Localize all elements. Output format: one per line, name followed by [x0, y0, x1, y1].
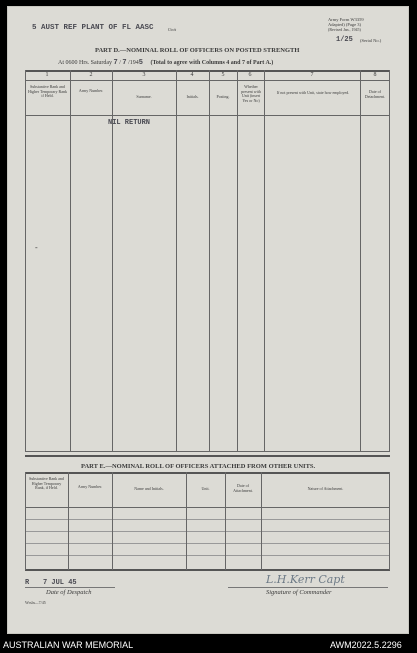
date-year-typed: 5 [138, 59, 143, 67]
col-header-present: Whether present with Unit (insert Yes or No) [241, 84, 261, 103]
part-e-vline [112, 472, 113, 570]
nil-return-entry: NIL RETURN [108, 119, 151, 127]
part-e-col-nature: Nature of Attachment. [307, 486, 344, 491]
archive-credit-right: AWM2022.5.2296 [330, 640, 402, 650]
part-d-top-rule [25, 70, 390, 72]
printer-code: Wrsln—7/45 [25, 600, 46, 605]
part-e-vline [25, 472, 26, 570]
date-suffix: (Total to agree with Columns 4 and 7 of Part A.) [150, 60, 274, 66]
despatch-date: 7 JUL 45 [43, 579, 77, 587]
part-e-top-rule [25, 455, 390, 457]
date-year: /194 [128, 60, 139, 66]
margin-mark: - [35, 243, 38, 252]
part-d-vline [70, 70, 71, 451]
part-e-col-unit: Unit. [201, 486, 210, 491]
archive-credit-bar [0, 636, 417, 653]
part-e-vline [68, 472, 69, 570]
col-header-surname: Surname. [136, 94, 152, 99]
part-e-row-rule [25, 555, 390, 556]
col-number: 5 [221, 72, 225, 78]
part-e-col-rank: Substantive Rank and Higher Temporary Rank, if Held. [29, 476, 64, 490]
part-e-vline [261, 472, 262, 570]
form-ref-3: (Revised Jan., 1945) [328, 27, 361, 32]
part-e-row-rule [25, 531, 390, 532]
part-e-col-name: Name and Initials. [134, 486, 164, 491]
col-number: 4 [190, 72, 194, 78]
form-ref-2: Adapted) (Page 3) [328, 22, 361, 27]
form-ref-1: Army Form W3359 [328, 17, 364, 22]
col-number: 3 [142, 72, 146, 78]
part-e-bottom-rule [25, 569, 390, 571]
part-d-vline [237, 70, 238, 451]
part-d-bottom-rule [25, 451, 390, 452]
part-e-vline [225, 472, 226, 570]
part-d-date-line: At 0600 Hrs. Saturday 7 / 7 /1945 (Total to agree with Columns 4 and 7 of Part A.) [58, 59, 274, 67]
col-number: 7 [310, 72, 314, 78]
col-header-employment: If not present with Unit, state how employed. [276, 90, 350, 95]
unit-label: Unit [168, 27, 177, 32]
part-e-row-rule [25, 543, 390, 544]
part-d-vline [360, 70, 361, 451]
part-e-col-attachment-date: Date of Attachment. [233, 483, 253, 493]
part-e-title: PART E.—NOMINAL ROLL OF OFFICERS ATTACHED FROM OTHER UNITS. [81, 463, 316, 470]
part-d-vline [25, 70, 26, 451]
serial-label: (Serial No.) [360, 38, 382, 43]
col-header-initials: Initials. [186, 94, 199, 99]
despatch-prefix: R [25, 579, 30, 587]
col-number: 8 [373, 72, 377, 78]
despatch-rule [25, 587, 115, 588]
col-header-rank: Substantive Rank and Higher Temporary Rank if Held. [28, 84, 67, 98]
part-d-vline [264, 70, 265, 451]
part-e-vline [186, 472, 187, 570]
part-e-header-top-rule [25, 472, 390, 474]
unit-name: 5 AUST REF PLANT OF FL AASC [32, 24, 154, 32]
part-d-vline [209, 70, 210, 451]
part-e-header-rule [25, 507, 390, 508]
date-month: 7 [122, 59, 127, 67]
col-header-posting: Posting. [216, 94, 230, 99]
part-d-title: PART D.—NOMINAL ROLL OF OFFICERS ON POSTED STRENGTH [95, 47, 300, 54]
document-sheet [7, 6, 409, 634]
date-day: 7 [113, 59, 118, 67]
part-d-vline [112, 70, 113, 451]
col-header-detachment: Date of Detachment. [364, 89, 386, 99]
col-number: 2 [89, 72, 93, 78]
despatch-label: Date of Despatch [46, 589, 92, 596]
col-number: 1 [45, 72, 49, 78]
archive-credit-left: AUSTRALIAN WAR MEMORIAL [3, 640, 134, 650]
part-e-vline [389, 472, 390, 570]
date-prefix: At 0600 Hrs. Saturday [58, 60, 112, 66]
part-d-header-rule [25, 115, 390, 116]
commander-signature: L.H.Kerr Capt [266, 573, 345, 586]
serial-number: 1/25 [336, 36, 353, 44]
part-d-vline [389, 70, 390, 451]
part-d-vline [176, 70, 177, 451]
part-d-number-rule [25, 80, 390, 81]
col-number: 6 [248, 72, 252, 78]
signature-rule [228, 587, 388, 588]
col-header-army-number: Army Number. [78, 88, 104, 93]
part-e-col-army-number: Army Number. [77, 484, 103, 489]
commander-label: Signature of Commander [266, 589, 332, 596]
part-e-row-rule [25, 519, 390, 520]
